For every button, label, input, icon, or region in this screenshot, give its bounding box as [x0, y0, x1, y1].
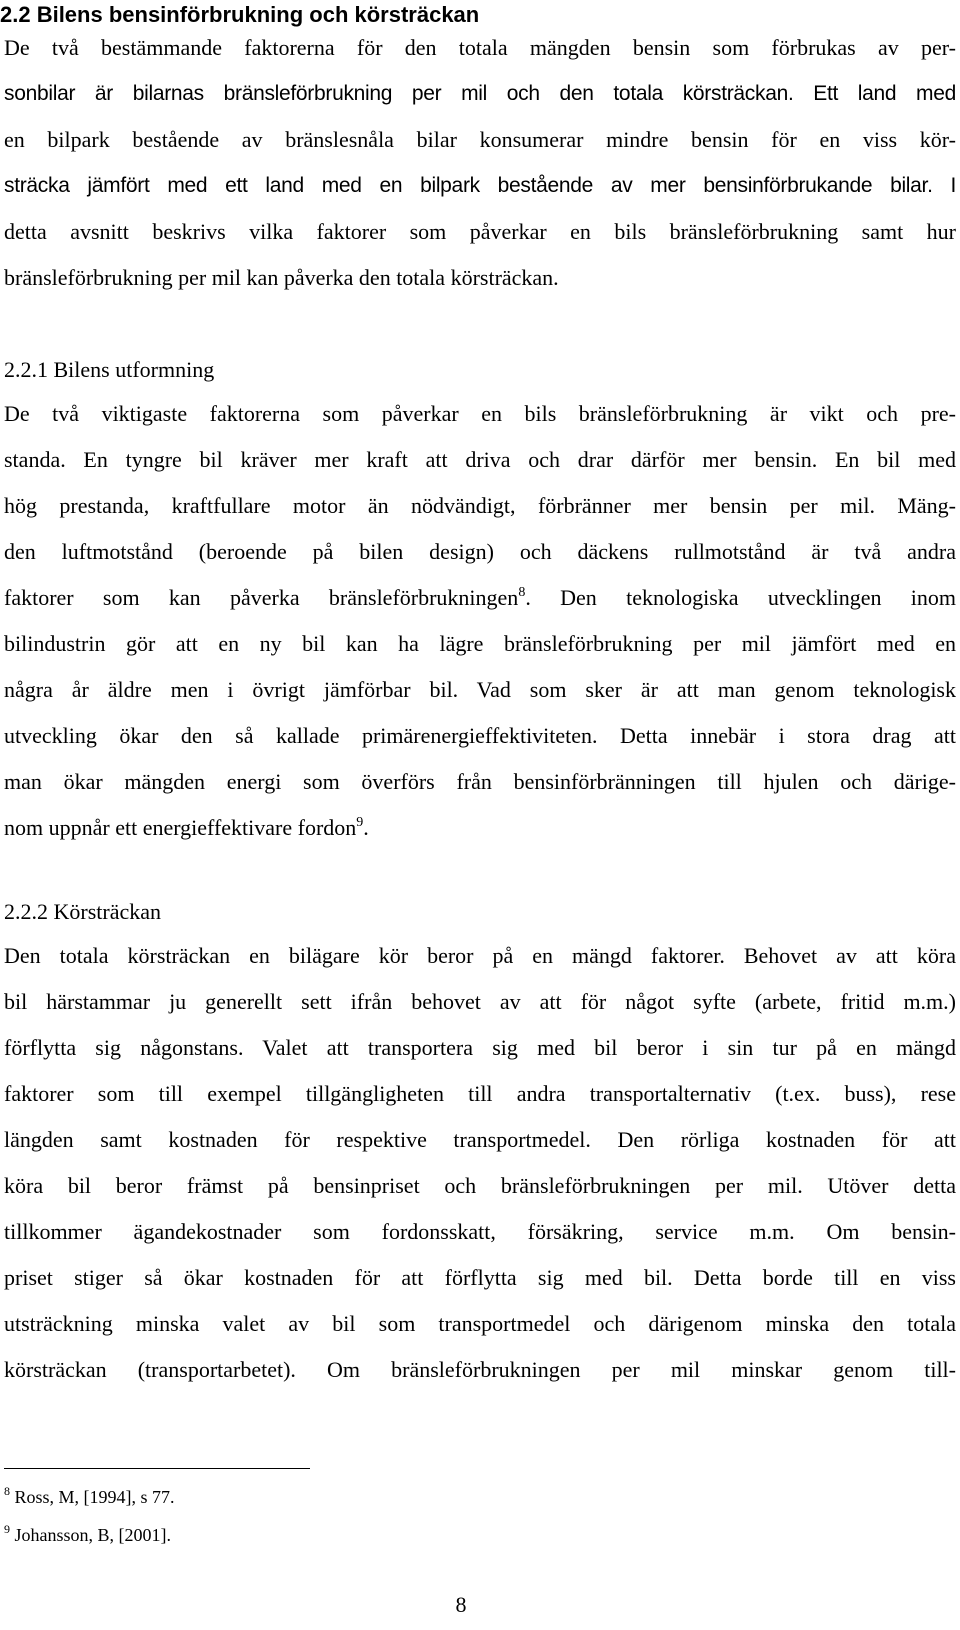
text-line: standa. En tyngre bil kräver mer kraft att driva och drar därför mer bensin. En bil med: [4, 447, 956, 472]
text-segment: faktorer som kan påverka bränsleförbrukningen: [4, 585, 519, 610]
page-number: 8: [455, 1592, 467, 1617]
text-line: man ökar mängden energi som överförs från bensinförbränningen till hjulen och därige-: [4, 769, 956, 794]
text-segment: . Den teknologiska utvecklingen inom: [525, 585, 956, 610]
text-segment: nom uppnår ett energieffektivare fordon: [4, 815, 357, 840]
section-heading: 2.2 Bilens bensinförbrukning och körsträckan: [0, 2, 480, 27]
text-line: faktorer som till exempel tillgängligheten till andra transportalternativ (t.ex. buss), rese: [4, 1081, 956, 1106]
section-paragraph: [4, 33, 956, 309]
footnote-text: Johansson, B, [2001].: [10, 1525, 171, 1545]
text-line: köra bil beror främst på bensinpriset och bränsleförbrukningen per mil. Utöver detta: [4, 1173, 956, 1198]
footnote-text: Ross, M, [1994], s 77.: [10, 1487, 175, 1507]
text-line: en bilpark bestående av bränslesnåla bilar konsumerar mindre bensin för en viss kör-: [4, 127, 956, 152]
text-line: sträcka jämfört med ett land med en bilpark bestående av mer bensinförbrukande bilar. I: [4, 174, 956, 197]
text-line: utsträckning minska valet av bil som transportmedel och därigenom minska den totala: [4, 1311, 956, 1336]
text-line: längden samt kostnaden för respektive transportmedel. Den rörliga kostnaden för att: [4, 1127, 956, 1152]
text-line: [4, 813, 956, 859]
text-line: några år äldre men i övrigt jämförbar bil. Vad som sker är att man genom teknologisk: [4, 677, 956, 702]
text-line: tillkommer ägandekostnader som fordonsskatt, försäkring, service m.m. Om bensin-: [4, 1219, 956, 1244]
text-line: den luftmotstånd (beroende på bilen design) och däckens rullmotstånd är två andra: [4, 539, 956, 564]
text-line: hög prestanda, kraftfullare motor än nödvändigt, förbränner mer bensin per mil. Mäng-: [4, 493, 956, 518]
subsection-paragraph: [4, 399, 956, 859]
footnote-marker: 9: [4, 1522, 10, 1536]
text-line: utveckling ökar den så kallade primärenergieffektiviteten. Detta innebär i stora drag att: [4, 723, 956, 748]
subsection-heading: 2.2.2 Körsträckan: [4, 899, 162, 924]
text-line: De två viktigaste faktorerna som påverkar en bils bränsleförbrukning är vikt och pre-: [4, 401, 956, 426]
footnote: [4, 1523, 171, 1547]
footnote: [4, 1485, 175, 1509]
text-line: Den totala körsträckan en bilägare kör beror på en mängd faktorer. Behovet av att köra: [4, 943, 956, 968]
text-line: priset stiger så ökar kostnaden för att förflytta sig med bil. Detta borde till en viss: [4, 1265, 956, 1290]
text-line: förflytta sig någonstans. Valet att transportera sig med bil beror i sin tur på en mängd: [4, 1035, 956, 1060]
footnote-reference: 8: [518, 585, 526, 600]
text-line: körsträckan (transportarbetet). Om bränsleförbrukningen per mil minskar genom till-: [4, 1357, 956, 1382]
text-line: bränsleförbrukning per mil kan påverka den totala körsträckan.: [4, 265, 559, 290]
text-line: bil härstammar ju generellt sett ifrån behovet av att för något syfte (arbete, fritid m.m.): [4, 989, 956, 1014]
text-line: [4, 583, 956, 629]
subsection-heading: 2.2.1 Bilens utformning: [4, 357, 215, 382]
text-line: De två bestämmande faktorerna för den totala mängden bensin som förbrukas av per-: [4, 35, 956, 60]
text-line: bilindustrin gör att en ny bil kan ha lägre bränsleförbrukning per mil jämfört med en: [4, 631, 956, 656]
subsection-paragraph: [4, 941, 956, 1401]
text-line: sonbilar är bilarnas bränsleförbrukning per mil och den totala körsträckan. Ett land med: [4, 82, 956, 105]
text-segment: .: [363, 815, 369, 840]
footnote-marker: 8: [4, 1484, 10, 1498]
footnote-reference: 9: [356, 815, 364, 830]
footnote-divider: [4, 1468, 310, 1469]
text-line: detta avsnitt beskrivs vilka faktorer som påverkar en bils bränsleförbrukning samt hur: [4, 219, 956, 244]
